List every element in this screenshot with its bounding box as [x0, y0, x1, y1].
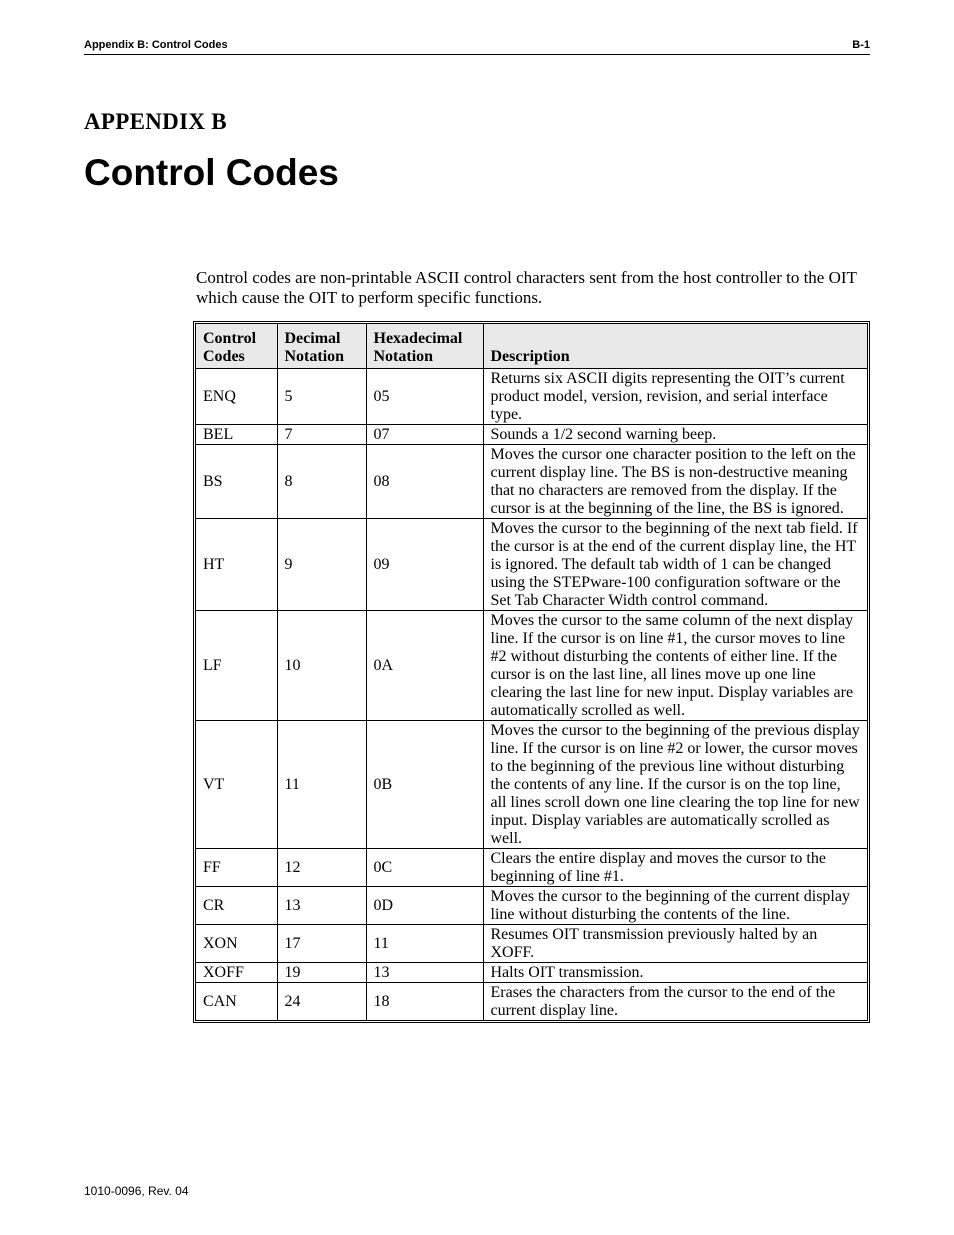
- running-header: [84, 38, 870, 55]
- cell-decimal: 12: [277, 849, 366, 887]
- cell-description: Sounds a 1/2 second warning beep.: [483, 425, 867, 445]
- cell-decimal: 10: [277, 611, 366, 721]
- cell-code: CAN: [196, 983, 277, 1021]
- table-row: [196, 983, 867, 1021]
- table-row: [196, 963, 867, 983]
- header-description: Description: [483, 324, 867, 369]
- intro-paragraph: Control codes are non-printable ASCII control characters sent from the host controller to the OIT which cause the OIT to perform specific functions.: [196, 268, 857, 307]
- cell-code: BS: [196, 445, 277, 519]
- cell-hex: 13: [366, 963, 483, 983]
- cell-decimal: 9: [277, 519, 366, 611]
- cell-description: Moves the cursor to the beginning of the next tab field. If the cursor is at the end of the current display line, the HT is ignored. The default tab width of 1 can be changed using the STEPware-100 configuration software or the Set Tab Character Width control command.: [483, 519, 867, 611]
- table-row: [196, 519, 867, 611]
- cell-code: FF: [196, 849, 277, 887]
- cell-code: ENQ: [196, 369, 277, 425]
- cell-description: Moves the cursor to the same column of the next display line. If the cursor is on line #1, the cursor moves to line #2 without disturbing the contents of either line. If the cursor is on the last line, all lines move up one line clearing the last line for new input. Display variables are automatically scrolled as well.: [483, 611, 867, 721]
- table-row: [196, 849, 867, 887]
- cell-hex: 08: [366, 445, 483, 519]
- cell-decimal: 7: [277, 425, 366, 445]
- table-row: [196, 369, 867, 425]
- cell-hex: 09: [366, 519, 483, 611]
- cell-hex: 05: [366, 369, 483, 425]
- cell-description: Halts OIT transmission.: [483, 963, 867, 983]
- cell-hex: 0B: [366, 721, 483, 849]
- cell-hex: 18: [366, 983, 483, 1021]
- table-row: [196, 611, 867, 721]
- table-header-row: [196, 324, 867, 369]
- header-decimal-notation: Decimal Notation: [277, 324, 366, 369]
- cell-code: XON: [196, 925, 277, 963]
- cell-decimal: 24: [277, 983, 366, 1021]
- cell-decimal: 13: [277, 887, 366, 925]
- cell-code: LF: [196, 611, 277, 721]
- cell-description: Clears the entire display and moves the cursor to the beginning of line #1.: [483, 849, 867, 887]
- cell-code: VT: [196, 721, 277, 849]
- cell-description: Moves the cursor to the beginning of the current display line without disturbing the contents of the line.: [483, 887, 867, 925]
- cell-description: Moves the cursor one character position to the left on the current display line. The BS is non-destructive meaning that no characters are removed from the display. If the cursor is at the beginning of the line, the BS is ignored.: [483, 445, 867, 519]
- table-row: [196, 445, 867, 519]
- cell-hex: 0A: [366, 611, 483, 721]
- cell-description: Returns six ASCII digits representing the OIT’s current product model, version, revision, and serial interface type.: [483, 369, 867, 425]
- cell-hex: 11: [366, 925, 483, 963]
- footer-doc-number: 1010-0096, Rev. 04: [84, 1184, 189, 1198]
- header-hex-notation: Hexadecimal Notation: [366, 324, 483, 369]
- header-section-title: Appendix B: Control Codes: [84, 39, 228, 51]
- cell-code: BEL: [196, 425, 277, 445]
- cell-code: HT: [196, 519, 277, 611]
- cell-code: CR: [196, 887, 277, 925]
- header-control-codes: Control Codes: [196, 324, 277, 369]
- table-row: [196, 425, 867, 445]
- cell-decimal: 5: [277, 369, 366, 425]
- control-codes-table: [193, 321, 870, 1023]
- cell-decimal: 19: [277, 963, 366, 983]
- cell-code: XOFF: [196, 963, 277, 983]
- cell-decimal: 17: [277, 925, 366, 963]
- cell-hex: 0D: [366, 887, 483, 925]
- cell-decimal: 11: [277, 721, 366, 849]
- table-row: [196, 721, 867, 849]
- cell-description: Resumes OIT transmission previously halted by an XOFF.: [483, 925, 867, 963]
- cell-description: Moves the cursor to the beginning of the previous display line. If the cursor is on line #2 or lower, the cursor moves to the beginning of the previous line without disturbing the contents of any line. If the cursor is on the top line, all lines scroll down one line clearing the top line for new input. Display variables are automatically scrolled as well.: [483, 721, 867, 849]
- cell-decimal: 8: [277, 445, 366, 519]
- header-page-number: B-1: [852, 39, 870, 51]
- cell-hex: 0C: [366, 849, 483, 887]
- table-row: [196, 887, 867, 925]
- appendix-label: APPENDIX B: [84, 109, 227, 134]
- cell-hex: 07: [366, 425, 483, 445]
- cell-description: Erases the characters from the cursor to the end of the current display line.: [483, 983, 867, 1021]
- page-title: Control Codes: [84, 152, 339, 193]
- table-row: [196, 925, 867, 963]
